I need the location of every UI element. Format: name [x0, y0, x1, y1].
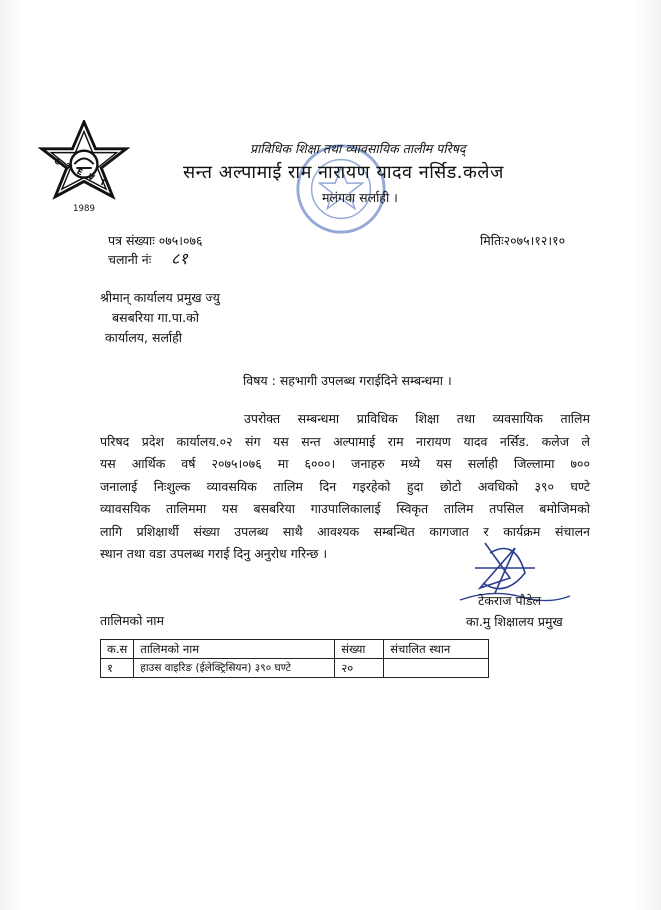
table-cell	[384, 659, 489, 678]
ctevt-logo-icon	[36, 120, 132, 216]
training-table	[100, 639, 489, 678]
table-header: क.स	[101, 640, 134, 659]
reference-number: पत्र संख्याः ०७५।०७६	[108, 233, 203, 248]
table-cell: २०	[335, 659, 384, 678]
body-line: व्यावसयिक तालिममा यस बसबरिया गाउपालिकालाई स्विकृत तालिम तपसिल बमोजिमको	[100, 501, 590, 516]
table-header-row	[101, 640, 489, 659]
dispatch-label: चलानी नंः	[108, 252, 152, 267]
council-name: प्राविधिक शिक्षा तथा व्यावसायिक तालीम परिषद्	[250, 141, 466, 156]
table-cell: १	[101, 659, 134, 678]
recipient-line-2: बसबरिया गा.पा.को	[112, 310, 199, 325]
table-row	[101, 659, 489, 678]
body-line: उपरोक्त सम्बन्धमा प्राविधिक शिक्षा तथा व्यवसायिक तालिम	[244, 411, 590, 426]
body-line: जनालाई निःशुल्क व्यावसयिक तालिम दिन गइरहेको हुदा छोटो अवधिको ३९० घण्टे	[100, 478, 590, 494]
signatory-name: टेकराज पौडेल	[478, 593, 541, 608]
recipient-line-1: श्रीमान् कार्यालय प्रमुख ज्यु	[100, 290, 220, 305]
college-name: सन्त अल्पामाई राम नारायण यादव नर्सिड.कलेज	[183, 162, 504, 183]
college-address: मलंगवा सर्लाही ।	[322, 190, 398, 205]
body-line: यस आर्थिक वर्ष २०७५।०७६ मा ६०००। जनाहरु मध्ये यस सर्लाही जिल्लामा ७००	[100, 456, 590, 471]
logo-text: C T E V T	[52, 156, 109, 189]
table-cell: हाउस वाइरिङ (ईलेक्ट्रिसियन) ३९० घण्टे	[134, 659, 335, 678]
body-line: परिषद प्रदेश कार्यालय.०२ संग यस सन्त अल्पामाई राम नारायण यादव नर्सिड. कलेज ले	[100, 433, 590, 449]
body-line: लागि प्रशिक्षार्थी संख्या उपलब्ध साथै आवश्यक सम्बन्धित कागजात र कार्यक्रम संचालन	[100, 523, 590, 539]
table-header: संचालित स्थान	[384, 640, 489, 659]
dispatch-number: ८१	[171, 249, 188, 268]
logo-year: 1989	[73, 204, 95, 215]
table-header: तालिमको नाम	[134, 640, 335, 659]
body-line: स्थान तथा वडा उपलब्ध गराई दिनु अनुरोध गरिन्छ ।	[100, 546, 328, 561]
recipient-line-3: कार्यालय, सर्लाही	[105, 330, 183, 345]
letter-date: मितिः२०७५।१२।१०	[480, 233, 566, 248]
training-section-label: तालिमको नाम	[100, 613, 165, 628]
table-header: संख्या	[335, 640, 384, 659]
signatory-title: का.मु शिक्षालय प्रमुख	[466, 614, 563, 629]
letter-subject: विषय : सहभागी उपलब्ध गराईदिने सम्बन्धमा ।	[243, 373, 452, 388]
